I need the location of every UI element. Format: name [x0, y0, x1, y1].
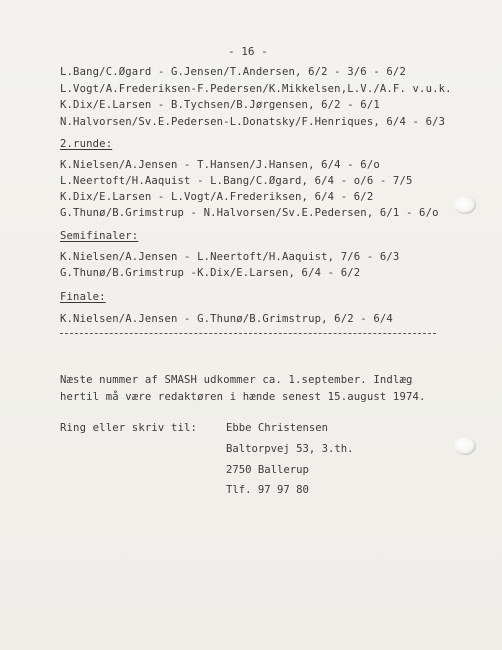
notice-line: hertil må være redaktøren i hænde senest 15.august 1974. [60, 391, 426, 403]
match-line: K.Nielsen/A.Jensen - T.Hansen/J.Hansen, 6/4 - 6/o [60, 159, 380, 171]
punch-hole [454, 437, 476, 455]
match-line: K.Dix/E.Larsen - L.Vogt/A.Frederiksen, 6/4 - 6/2 [60, 191, 374, 203]
match-line: G.Thunø/B.Grimstrup - N.Halvorsen/Sv.E.Pedersen, 6/1 - 6/o [60, 207, 439, 219]
contact-phone: Tlf. 97 97 80 [226, 484, 309, 496]
match-line: L.Neertoft/H.Aaquist - L.Bang/C.Øgard, 6/4 - o/6 - 7/5 [60, 175, 413, 187]
match-line: L.Bang/C.Øgard - G.Jensen/T.Andersen, 6/2 - 3/6 - 6/2 [60, 66, 406, 78]
final-heading: Finale: [60, 291, 106, 303]
semifinal-heading: Semifinaler: [60, 230, 139, 242]
dashed-divider [60, 333, 436, 334]
page-number: - 16 - [228, 45, 268, 58]
match-line: K.Nielsen/A.Jensen - L.Neertoft/H.Aaquist, 7/6 - 6/3 [60, 251, 400, 263]
contact-city: 2750 Ballerup [226, 464, 309, 476]
contact-street: Baltorpvej 53, 3.th. [226, 443, 354, 455]
contact-name: Ebbe Christensen [226, 422, 329, 434]
notice-line: Næste nummer af SMASH udkommer ca. 1.september. Indlæg [60, 374, 413, 386]
punch-hole [454, 196, 476, 214]
contact-label: Ring eller skriv til: [60, 422, 198, 434]
final-match: K.Nielsen/A.Jensen - G.Thunø/B.Grimstrup, 6/2 - 6/4 [60, 313, 393, 325]
match-line: G.Thunø/B.Grimstrup -K.Dix/E.Larsen, 6/4 - 6/2 [60, 267, 361, 279]
match-line: K.Dix/E.Larsen - B.Tychsen/B.Jørgensen, 6/2 - 6/1 [60, 99, 380, 111]
match-line: N.Halvorsen/Sv.E.Pedersen-L.Donatsky/F.Henriques, 6/4 - 6/3 [60, 116, 446, 128]
round2-heading: 2.runde: [60, 138, 113, 150]
match-line: L.Vogt/A.Frederiksen-F.Pedersen/K.Mikkelsen,L.V./A.F. v.u.k. [60, 83, 452, 95]
